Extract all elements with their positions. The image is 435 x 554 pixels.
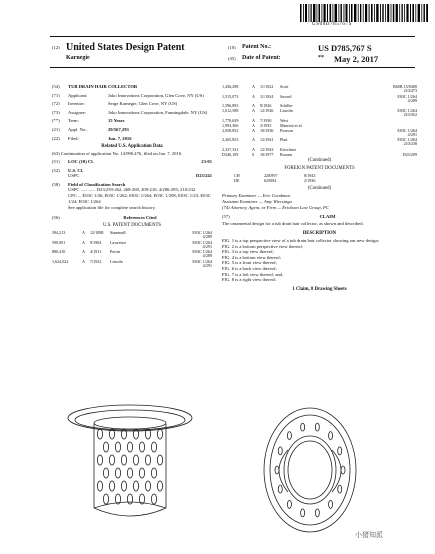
drain-collector-drawing xyxy=(60,400,420,540)
field-label: Assignee: xyxy=(68,109,87,115)
field-inventor xyxy=(52,101,212,107)
drain-hole xyxy=(287,500,291,508)
ref-date: 12/1941 xyxy=(260,137,274,143)
header-bottom-rule xyxy=(50,67,415,68)
drain-hole xyxy=(338,447,342,455)
classification-cpc: CPC ... E03C 1/26; E03C 1/262; E03C 1/264; E03C 1/298; E03C 1/23; E03C 1/24; E03C 1/264 xyxy=(68,193,211,204)
classification-uspc: USPC ............. D23/259-262, 268-269, 209-210; 4/286-295; 210/232 xyxy=(68,187,196,193)
ref-number: 1,624,022 xyxy=(52,258,69,264)
ref-date: 7/1930 xyxy=(260,117,272,123)
drain-hole xyxy=(103,494,108,504)
bibliographic-left-column xyxy=(52,84,212,268)
reference-row xyxy=(222,137,417,147)
watermark-text: 小猪知派 xyxy=(355,531,383,539)
classification-label: Field of Classification Search xyxy=(68,181,126,187)
field-code: (56) xyxy=(52,214,60,220)
patent-number: US D785,767 S xyxy=(318,43,372,53)
drain-hole xyxy=(315,509,319,517)
ref-class: E03C 1/264 xyxy=(192,239,212,245)
ref-date: 12/1943 xyxy=(260,146,274,152)
barcode xyxy=(300,4,428,22)
field-value: 15 Years xyxy=(108,118,125,124)
ref-number: 1,612,588 xyxy=(222,108,239,114)
field-code: (**) xyxy=(52,118,60,124)
reference-row xyxy=(52,240,212,250)
ref-kind: A xyxy=(252,127,255,133)
date-label: Date of Patent: xyxy=(242,55,281,61)
field-code: (72) xyxy=(52,101,60,107)
drain-hole xyxy=(329,432,333,440)
drain-hole xyxy=(127,494,132,504)
ref-kind: A xyxy=(252,84,255,89)
references-heading: References Cited xyxy=(123,214,157,220)
field-uspc xyxy=(52,173,212,179)
ref-kind: A xyxy=(252,103,255,109)
bibliographic-right-column xyxy=(222,84,417,294)
field-code: (51) xyxy=(52,158,60,164)
drain-hole xyxy=(103,468,108,478)
ref-date: 4/1911 xyxy=(90,249,102,255)
reference-row xyxy=(52,230,212,240)
ref-date: 8/1926 xyxy=(260,103,272,109)
reference-row xyxy=(222,108,417,118)
drain-hole xyxy=(121,455,126,465)
reference-row xyxy=(52,259,212,269)
search-history-note: See application file for complete search history. xyxy=(68,204,156,210)
field-code: (21) xyxy=(52,126,60,132)
field-label: Applicant: xyxy=(68,92,88,98)
reference-row xyxy=(52,249,212,259)
header-left-code: (12) xyxy=(52,45,60,50)
ref-class: E03C 1/264 xyxy=(192,258,212,264)
patent-no-code: (10) xyxy=(228,45,236,50)
ref-subclass: 4/289 xyxy=(202,234,212,240)
ref-subclass: 4/289 xyxy=(202,253,212,259)
ref-kind: A xyxy=(252,108,255,114)
field-code: (54) xyxy=(52,84,60,89)
field-appl-no xyxy=(52,127,212,133)
related-heading: Related U.S. Application Data xyxy=(101,144,163,150)
drain-hole xyxy=(287,432,291,440)
fig-description: FIG. 4 is a bottom view thereof; xyxy=(222,254,282,260)
claim-text: The ornamental design for a tub drain hair collector, as shown and described. xyxy=(222,220,364,226)
ref-name: Pearson xyxy=(280,127,293,133)
foreign-number: 625084 xyxy=(264,177,277,183)
ref-class: D23/209 xyxy=(402,151,417,157)
claim-heading: CLAIM xyxy=(319,214,336,220)
loc-value: 23-01 xyxy=(201,158,212,164)
drain-hole xyxy=(329,500,333,508)
loc-label: LOC (10) Cl. xyxy=(68,158,94,164)
ref-number: 2,337,331 xyxy=(222,146,239,152)
field-code: (73) xyxy=(52,109,60,115)
ref-number: 2,265,833 xyxy=(222,137,239,143)
ref-subclass: 210/452 xyxy=(403,112,417,118)
drain-hole xyxy=(341,466,345,474)
drain-hole xyxy=(127,442,132,452)
ref-name: West xyxy=(280,117,289,123)
ref-name: Mancini et al. xyxy=(280,122,303,128)
fig-description: FIG. 5 is a front view thereof; xyxy=(222,260,277,266)
ref-number: 1,993,366 xyxy=(222,122,239,128)
field-applicant xyxy=(52,93,212,99)
foreign-number: 228/897 xyxy=(264,172,278,178)
ref-kind: S xyxy=(252,151,255,157)
field-value: Joko Innovations Corporation, Farmingdale, NY (US) xyxy=(108,109,208,115)
drain-hole xyxy=(97,455,102,465)
drain-hole xyxy=(133,481,138,491)
drain-hole xyxy=(145,481,150,491)
ref-subclass: 4/291 xyxy=(407,131,417,137)
foreign-date: 2/1936 xyxy=(304,177,316,183)
ref-number: 2,058,852 xyxy=(222,127,239,133)
ref-kind: A xyxy=(82,230,85,236)
drain-hole xyxy=(115,442,120,452)
field-assignee xyxy=(52,110,212,116)
field-title xyxy=(52,84,212,90)
date-code: (45) xyxy=(228,56,236,61)
ref-name: Roosen xyxy=(280,151,293,157)
drain-hole xyxy=(338,485,342,493)
ref-date: 11/1922 xyxy=(260,84,274,89)
drain-hole xyxy=(139,468,144,478)
fig-description: FIG. 3 is a top view thereof; xyxy=(222,249,274,255)
ref-name: Schiller xyxy=(280,103,293,109)
ref-class: E03C 1/264 xyxy=(192,249,212,255)
field-loc xyxy=(52,159,212,165)
drain-hole xyxy=(275,466,279,474)
ref-class: E03C 1/264 xyxy=(397,93,417,99)
ref-number: D346,109 xyxy=(222,151,239,157)
date-marks: ** xyxy=(318,55,324,61)
drain-hole xyxy=(97,481,102,491)
ref-number: 880,410 xyxy=(52,249,66,255)
drain-hole xyxy=(151,468,156,478)
barcode-number: US00D785767S xyxy=(312,22,352,27)
claim-heading-row xyxy=(222,214,417,220)
attorney: (74) Attorney, Agent, or Firm — Erickson Law Group, PC xyxy=(222,204,329,210)
field-value: Jun. 7, 2016 xyxy=(108,135,132,141)
ref-name: Lincoln xyxy=(110,258,123,264)
ref-class: B60B 15/0400 xyxy=(393,84,417,89)
fig-description: FIG. 7 is a left view thereof; and, xyxy=(222,271,284,277)
ref-kind: A xyxy=(252,122,255,128)
field-code: (71) xyxy=(52,92,60,98)
claims-sheets-summary: 1 Claim, 8 Drawing Sheets xyxy=(292,286,347,292)
reference-row xyxy=(222,152,417,157)
drain-hole xyxy=(133,455,138,465)
field-value: 29/567,293 xyxy=(108,126,129,132)
drain-hole xyxy=(278,447,282,455)
ref-name: Stammell xyxy=(110,230,126,236)
ref-kind: A xyxy=(82,249,85,255)
field-code: (22) xyxy=(52,135,60,141)
foreign-date: 8/1943 xyxy=(304,172,316,178)
drain-hole xyxy=(133,429,138,439)
field-label: Inventor: xyxy=(68,101,85,107)
drain-hole xyxy=(121,429,126,439)
fig-description: FIG. 8 is a right view thereof. xyxy=(222,277,277,283)
field-term xyxy=(52,118,212,124)
date-of-patent: May 2, 2017 xyxy=(334,54,379,64)
us-patent-docs-heading: U.S. PATENT DOCUMENTS xyxy=(102,223,162,229)
ref-name: Scott xyxy=(280,84,289,89)
header-inventor: Karnegie xyxy=(66,55,90,61)
drain-hole xyxy=(97,429,102,439)
drain-hole xyxy=(301,509,305,517)
ref-number: 590,001 xyxy=(52,239,66,245)
fig-description: FIG. 2 is a bottom perspective view thereof; xyxy=(222,243,304,249)
ref-number: 1,770,639 xyxy=(222,117,239,123)
drain-hole xyxy=(151,494,156,504)
ref-name: Lawrence xyxy=(110,239,127,245)
ref-subclass: 4/291 xyxy=(202,243,212,249)
ref-class: E03C 1/264 xyxy=(192,230,212,236)
ref-date: 10/1977 xyxy=(260,151,274,157)
ref-date: 7/1922 xyxy=(90,258,102,264)
patent-no-label: Patent No.: xyxy=(242,44,271,50)
field-code: (52) xyxy=(52,167,60,173)
ref-name: Lincoln xyxy=(280,108,293,114)
ref-class: E03C 1/264 xyxy=(397,127,417,133)
foreign-row xyxy=(222,178,417,183)
drain-hole xyxy=(109,481,114,491)
drain-hole xyxy=(301,423,305,431)
ref-number: 1,436,298 xyxy=(222,84,239,89)
drain-hole xyxy=(109,455,114,465)
design-title: TUB DRAIN HAIR COLLECTOR xyxy=(68,84,138,89)
ref-number: 394,213 xyxy=(52,230,66,236)
ref-kind: A xyxy=(82,258,85,264)
foreign-country: CH xyxy=(234,172,240,178)
field-label: Appl. No.: xyxy=(68,126,88,132)
field-label: Filed: xyxy=(68,135,79,141)
header-top-rule xyxy=(50,36,415,37)
ref-date: 12/1888 xyxy=(90,230,104,236)
ref-date: 3/1935 xyxy=(260,122,272,128)
foreign-docs-heading: FOREIGN PATENT DOCUMENTS xyxy=(284,165,355,171)
drain-hole xyxy=(127,468,132,478)
ref-date: 10/1936 xyxy=(260,127,274,133)
reference-row xyxy=(222,128,417,138)
foreign-country: DE xyxy=(234,177,240,183)
ref-subclass: 4/291 xyxy=(202,262,212,268)
ref-kind: A xyxy=(252,137,255,143)
drain-hole xyxy=(151,442,156,452)
drain-hole xyxy=(139,442,144,452)
field-filed xyxy=(52,136,212,142)
right-references-list xyxy=(222,84,417,157)
fig-description: FIG. 1 is a top perspective view of a tub drain hair collector showing our new design; xyxy=(222,237,380,243)
uspc-value: D23/241 xyxy=(195,173,212,179)
ref-subclass: 210/238 xyxy=(403,141,417,147)
ref-kind: A xyxy=(252,117,255,123)
ref-subclass: 210/473 xyxy=(403,88,417,93)
reference-row xyxy=(222,84,417,94)
reference-row xyxy=(222,94,417,104)
drain-hole xyxy=(103,442,108,452)
field-label: Term: xyxy=(68,118,79,124)
ref-name: Savard xyxy=(280,93,292,99)
ref-name: Kirschner xyxy=(280,146,297,152)
ref-class: E03C 1/264 xyxy=(397,108,417,114)
drain-hole xyxy=(157,455,162,465)
field-value: Joko Innovations Corporation, Glen Cove, NY (US) xyxy=(108,92,204,98)
uspc-label: USPC xyxy=(68,173,80,179)
description-heading: DESCRIPTION xyxy=(302,230,337,236)
continuation-text: (63) Continuation of application No. 14/990,476, filed on Jan. 7, 2016. xyxy=(52,151,183,157)
drain-hole xyxy=(145,455,150,465)
references-heading-row xyxy=(52,215,212,221)
drain-hole xyxy=(157,429,162,439)
drain-hole xyxy=(315,423,319,431)
drain-hole xyxy=(157,481,162,491)
field-code: (58) xyxy=(52,181,60,187)
field-value: Serge Karnegie, Glen Cove, NY (US) xyxy=(108,101,178,107)
ref-class: E03C 1/264 xyxy=(397,137,417,143)
field-code: (57) xyxy=(222,214,230,220)
patent-type-title: United States Design Patent xyxy=(66,42,185,53)
ref-kind: A xyxy=(82,239,85,245)
ref-date: 11/1924 xyxy=(260,93,274,99)
ref-kind: A xyxy=(252,93,255,99)
ref-date: 12/1926 xyxy=(260,108,274,114)
ref-number: 1,596,893 xyxy=(222,103,239,109)
continued-note: (Continued) xyxy=(307,157,332,163)
ref-name: Perrin xyxy=(110,249,121,255)
uscl-label: U.S. Cl. xyxy=(68,167,84,173)
ref-date: 9/1904 xyxy=(90,239,102,245)
ref-kind: A xyxy=(252,146,255,152)
drain-hole xyxy=(278,485,282,493)
drain-hole xyxy=(121,481,126,491)
primary-examiner: Primary Examiner — Eric Goodman xyxy=(222,192,290,198)
ref-name: Platt xyxy=(280,137,288,143)
fig-description: FIG. 6 is a back view thereof; xyxy=(222,265,277,271)
ref-subclass: 4/289 xyxy=(407,97,417,103)
ref-number: 1,515,073 xyxy=(222,93,239,99)
assistant-examiner: Assistant Examiner — Amy Wiersinga xyxy=(222,198,292,204)
continued-note-2: (Continued) xyxy=(307,185,332,191)
drain-hole xyxy=(115,468,120,478)
